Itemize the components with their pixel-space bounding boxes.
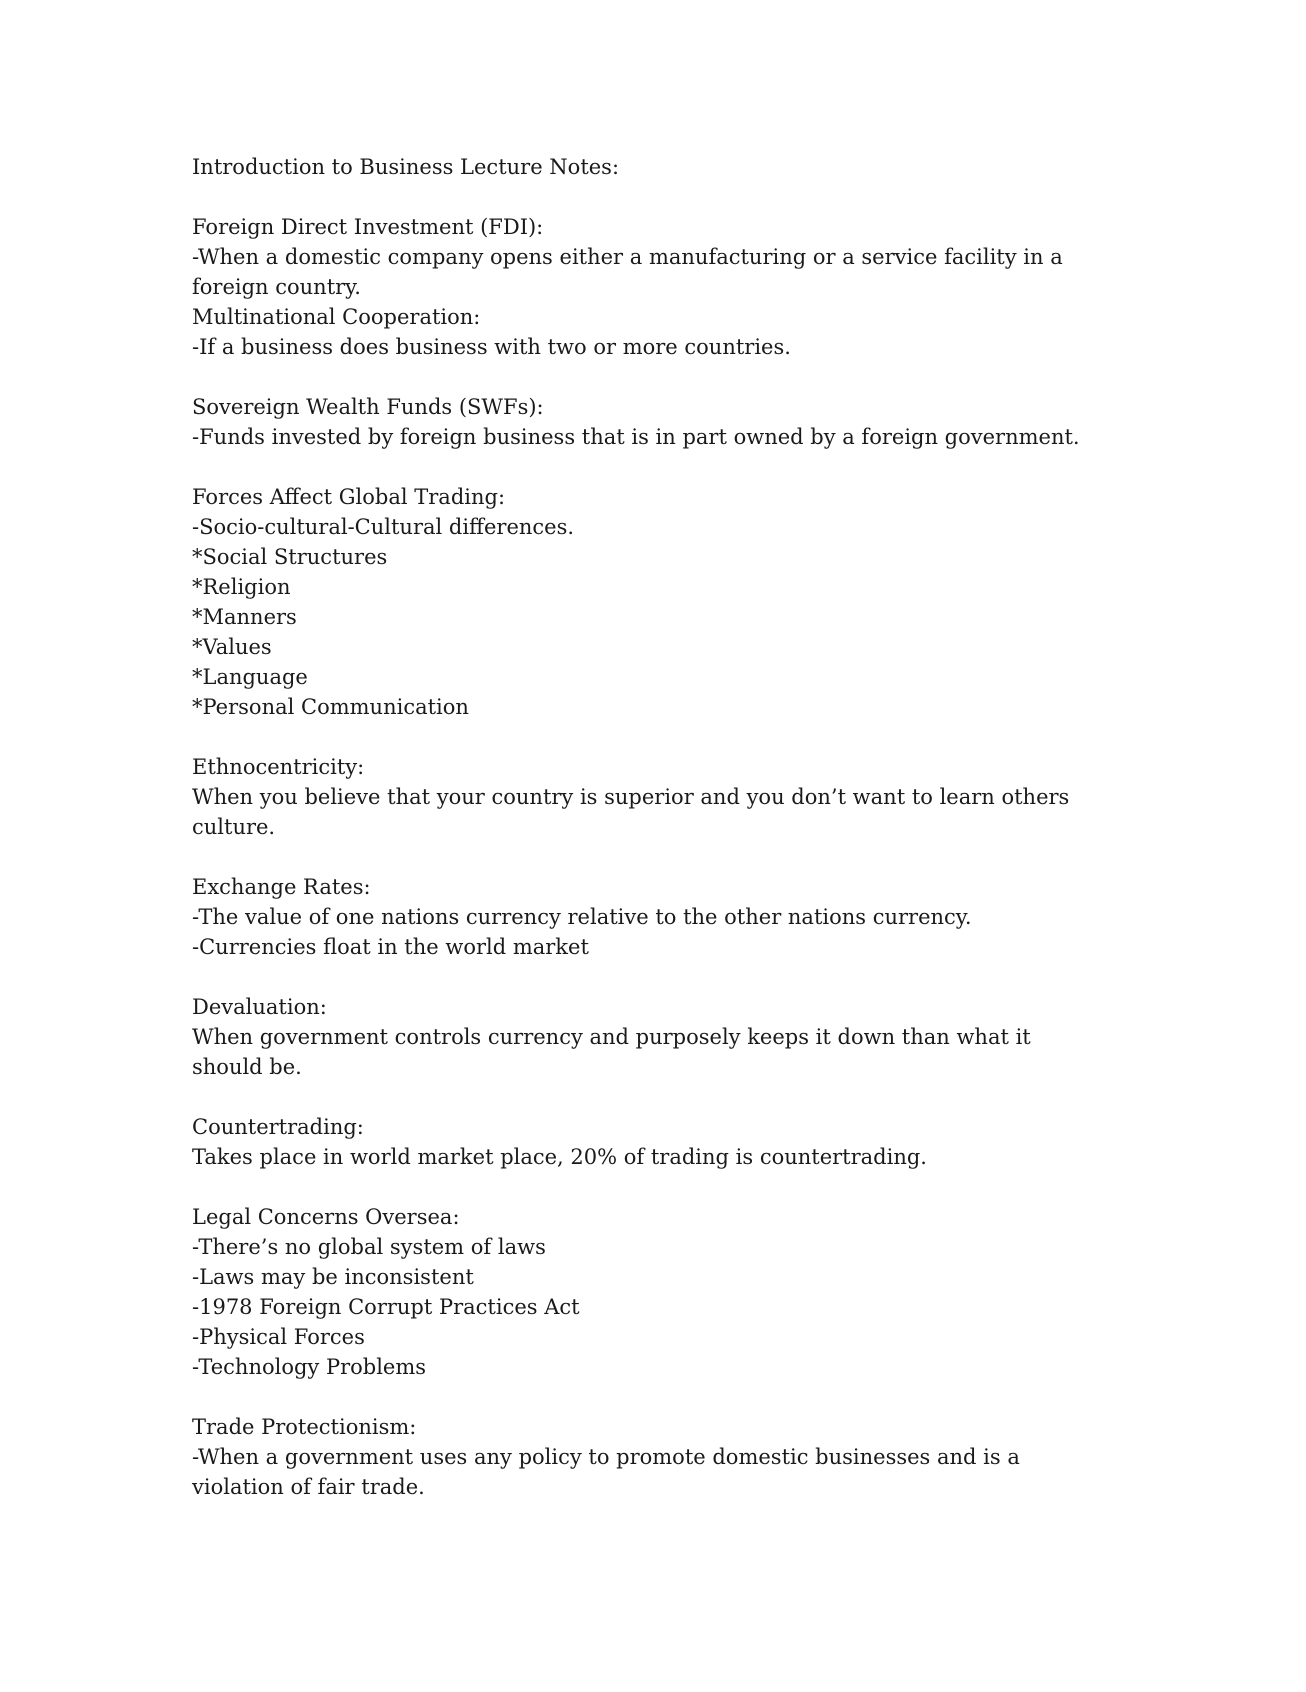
bullet-item: *Manners [192,605,297,629]
spacer [192,1082,1122,1112]
section-line: -Technology Problems [192,1355,427,1379]
section-line: -When a domestic company opens either a manufacturing or a service facility in a [192,245,1063,269]
spacer [192,1382,1122,1412]
section-line: should be. [192,1055,302,1079]
spacer [192,362,1122,392]
section-line: -Currencies float in the world market [192,935,589,959]
spacer [192,452,1122,482]
spacer [192,722,1122,752]
section-heading-devaluation: Devaluation: [192,995,327,1019]
document-title: Introduction to Business Lecture Notes: [192,155,620,179]
section-line: violation of fair trade. [192,1475,425,1499]
spacer [192,842,1122,872]
spacer [192,1172,1122,1202]
bullet-item: *Personal Communication [192,695,469,719]
section-heading-ethnocentricity: Ethnocentricity: [192,755,365,779]
section-line: culture. [192,815,276,839]
section-line: -1978 Foreign Corrupt Practices Act [192,1295,580,1319]
section-heading-legal-concerns: Legal Concerns Oversea: [192,1205,460,1229]
section-heading-forces: Forces Affect Global Trading: [192,485,506,509]
section-line: When you believe that your country is superior and you don’t want to learn others [192,785,1070,809]
section-line: -Socio-cultural-Cultural differences. [192,515,575,539]
section-heading-multinational: Multinational Cooperation: [192,305,481,329]
section-line: -Laws may be inconsistent [192,1265,474,1289]
spacer [192,182,1122,212]
lecture-notes [192,152,1122,1502]
spacer [192,962,1122,992]
bullet-item: *Language [192,665,308,689]
section-line: -Physical Forces [192,1325,365,1349]
bullet-item: *Values [192,635,272,659]
section-line: When government controls currency and purposely keeps it down than what it [192,1025,1031,1049]
section-line: Takes place in world market place, 20% of trading is countertrading. [192,1145,927,1169]
section-heading-trade-protectionism: Trade Protectionism: [192,1415,417,1439]
section-line: -If a business does business with two or more countries. [192,335,791,359]
bullet-item: *Social Structures [192,545,388,569]
section-line: -Funds invested by foreign business that is in part owned by a foreign government. [192,425,1080,449]
bullet-item: *Religion [192,575,291,599]
section-line: -The value of one nations currency relative to the other nations currency. [192,905,972,929]
section-heading-swfs: Sovereign Wealth Funds (SWFs): [192,395,544,419]
section-line: foreign country. [192,275,361,299]
section-heading-fdi: Foreign Direct Investment (FDI): [192,215,544,239]
section-line: -There’s no global system of laws [192,1235,546,1259]
section-heading-exchange-rates: Exchange Rates: [192,875,371,899]
section-line: -When a government uses any policy to promote domestic businesses and is a [192,1445,1020,1469]
section-heading-countertrading: Countertrading: [192,1115,364,1139]
